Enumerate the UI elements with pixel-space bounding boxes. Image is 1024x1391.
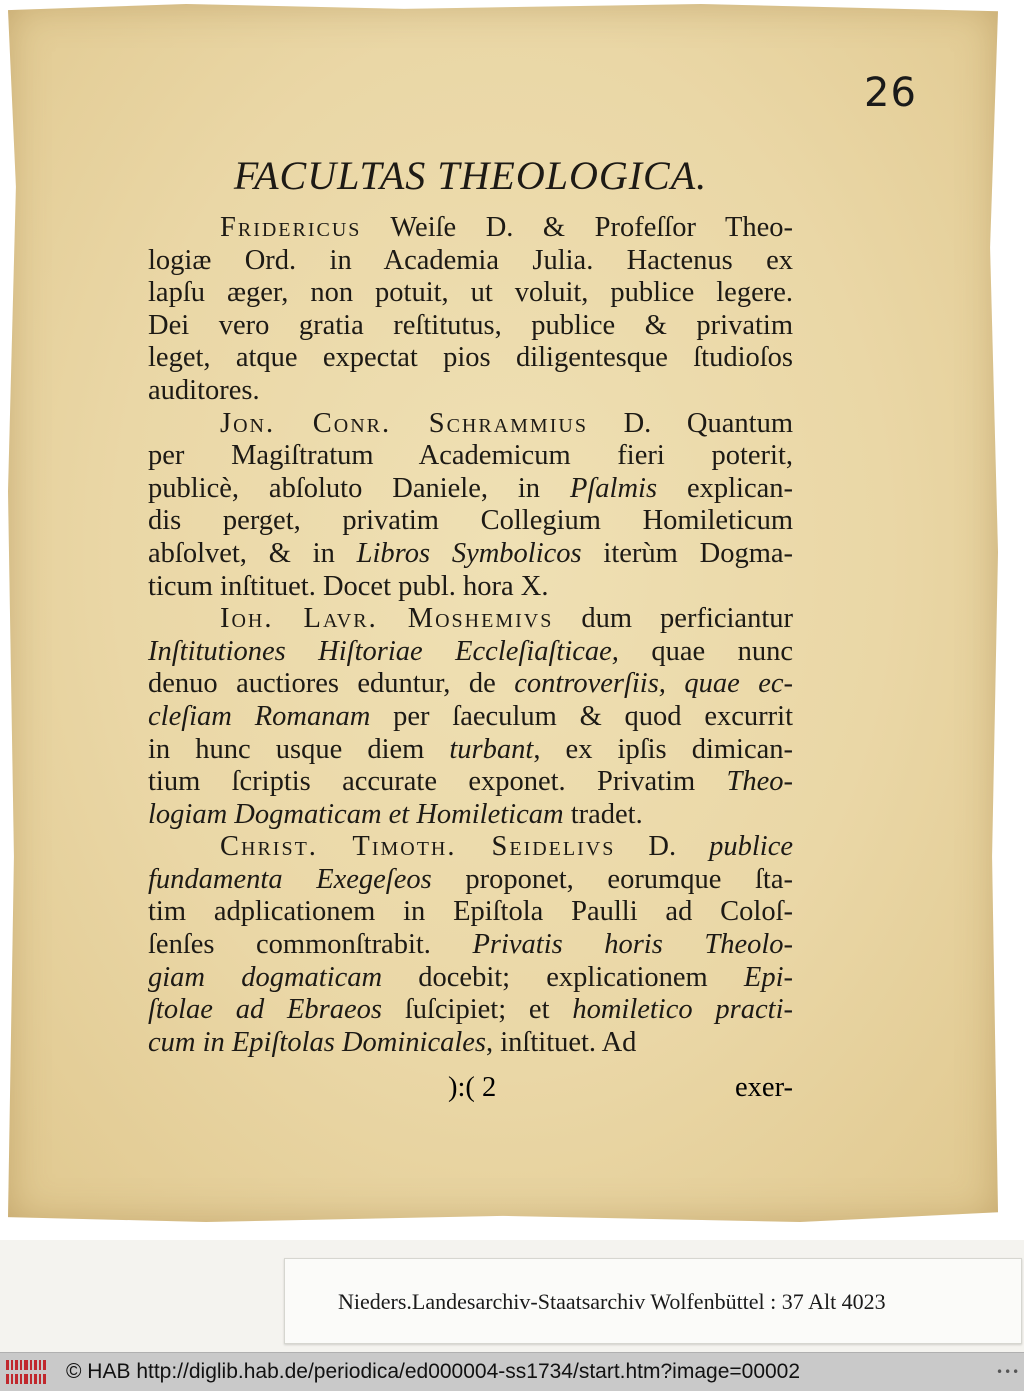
text-line [148, 473, 793, 506]
text-line [148, 505, 793, 538]
text-line [148, 603, 793, 636]
text-span: tradet. [563, 798, 643, 830]
italic-text: fundamenta Exegeſeos [148, 863, 432, 895]
text-line [148, 538, 793, 571]
text-line [148, 342, 793, 375]
text-line [148, 701, 793, 734]
text-line [148, 408, 793, 441]
italic-text: Libros Symbolicos [356, 537, 582, 569]
text-line [148, 245, 793, 278]
text-span: docebit; explicationem [382, 961, 744, 993]
italic-text: turbant [449, 733, 534, 765]
author-name: Christ. Timoth. Seidelivs [220, 831, 616, 863]
italic-text: giam dogmaticam [148, 961, 383, 993]
text-line [148, 636, 793, 669]
signature-mark: ):( 2 [448, 1072, 497, 1103]
italic-text: ſtolae ad Ebraeos [148, 994, 383, 1026]
text-span: Dei vero gratia reſtitutus, publice & privatim [148, 309, 793, 341]
text-span: ſuſcipiet; et [382, 994, 573, 1026]
text-line [148, 668, 793, 701]
paragraphs [148, 212, 793, 1059]
text-line [148, 831, 793, 864]
text-line [148, 277, 793, 310]
italic-text: logiam Dogmaticam et Homileticam [148, 798, 564, 830]
author-name: Ioh. Lavr. Moshemivs [220, 603, 554, 635]
italic-text: Inſtitutiones Hiſtoriae Eccleſiaſticae, [148, 635, 619, 667]
text-line [148, 1027, 793, 1060]
signature-line [148, 1072, 793, 1106]
text-span: leget, atque expectat pios diligentesque ſtudioſos [148, 342, 793, 374]
text-span: denuo auctiores eduntur, de [148, 668, 515, 700]
text-line [148, 962, 793, 995]
text-span: ticum inſtituet. Docet publ. hora X. [148, 570, 549, 602]
text-span: proponet, eorumque ſta- [431, 863, 793, 895]
text-line [148, 212, 793, 245]
text-span: per ſaeculum & quod excurrit [370, 700, 793, 732]
page-heading: FACULTAS THEOLOGICA. [233, 153, 708, 198]
text-block [148, 150, 793, 1059]
text-line [148, 994, 793, 1027]
more-dots-icon[interactable]: ••• [996, 1365, 1021, 1379]
text-span: dum perficiantur [553, 603, 793, 635]
author-name: Fridericus [220, 212, 362, 243]
text-span: lapſu æger, non potuit, ut voluit, publice legere. [148, 277, 793, 309]
text-line [148, 440, 793, 473]
italic-text: controverſiis, quae ec- [514, 668, 793, 700]
text-span: auditores. [148, 374, 260, 406]
page-number: 26 [864, 70, 917, 116]
hab-logo-icon[interactable] [4, 1357, 48, 1387]
text-line [148, 310, 793, 343]
text-span: , ex ipſis dimican- [533, 733, 793, 765]
italic-text: cum in Epiſtolas Dominicales [148, 1026, 487, 1058]
text-span: Weiſe D. & Profeſſor Theo- [361, 212, 793, 243]
text-span: in hunc usque diem [148, 733, 450, 765]
text-span: ſenſes commonſtrabit. [148, 929, 473, 961]
italic-text: Privatis horis Theolo- [472, 929, 793, 961]
italic-text: cleſiam Romanam [148, 700, 371, 732]
italic-text: homiletico practi- [572, 994, 793, 1026]
text-span: , inſtituet. Ad [486, 1026, 637, 1058]
text-span: iterùm Dogma- [581, 537, 794, 569]
text-span: quae nunc [618, 635, 794, 667]
italic-text: Epi- [743, 961, 793, 993]
archive-label-text: Nieders.Landesarchiv-Staatsarchiv Wolfenbüttel : 37 Alt 4023 [338, 1289, 886, 1314]
text-span: logiæ Ord. in Academia Julia. Hactenus ex [148, 244, 793, 276]
text-line [148, 929, 793, 962]
italic-text: Theo- [726, 766, 793, 798]
footer-link[interactable]: © HAB http://diglib.hab.de/periodica/ed000004-ss1734/start.htm?image=00002 [66, 1360, 801, 1383]
archive-label [284, 1258, 1022, 1344]
text-span: D. [615, 831, 710, 863]
text-line [148, 571, 793, 604]
text-span: abſolvet, & in [148, 537, 357, 569]
footer-bar [0, 1352, 1024, 1391]
text-line [148, 766, 793, 799]
text-line [148, 375, 793, 408]
text-line [148, 799, 793, 832]
italic-text: Pſalmis [569, 472, 658, 504]
text-span: D. Quantum [587, 407, 793, 439]
text-span: tim adplicationem in Epiſtola Paulli ad Coloſ- [148, 896, 793, 928]
catchword: exer- [735, 1072, 793, 1103]
text-span: publicè, abſoluto Daniele, in [148, 472, 570, 504]
text-span: dis perget, privatim Collegium Homileticum [148, 505, 793, 537]
text-span: explican- [657, 472, 793, 504]
text-line [148, 734, 793, 767]
text-line [148, 864, 793, 897]
author-name: Jon. Conr. Schrammius [220, 407, 588, 439]
text-span: per Magiſtratum Academicum fieri poterit, [148, 440, 793, 472]
text-span: tium ſcriptis accurate exponet. Privatim [148, 766, 727, 798]
italic-text: publice [709, 831, 793, 863]
text-line [148, 896, 793, 929]
